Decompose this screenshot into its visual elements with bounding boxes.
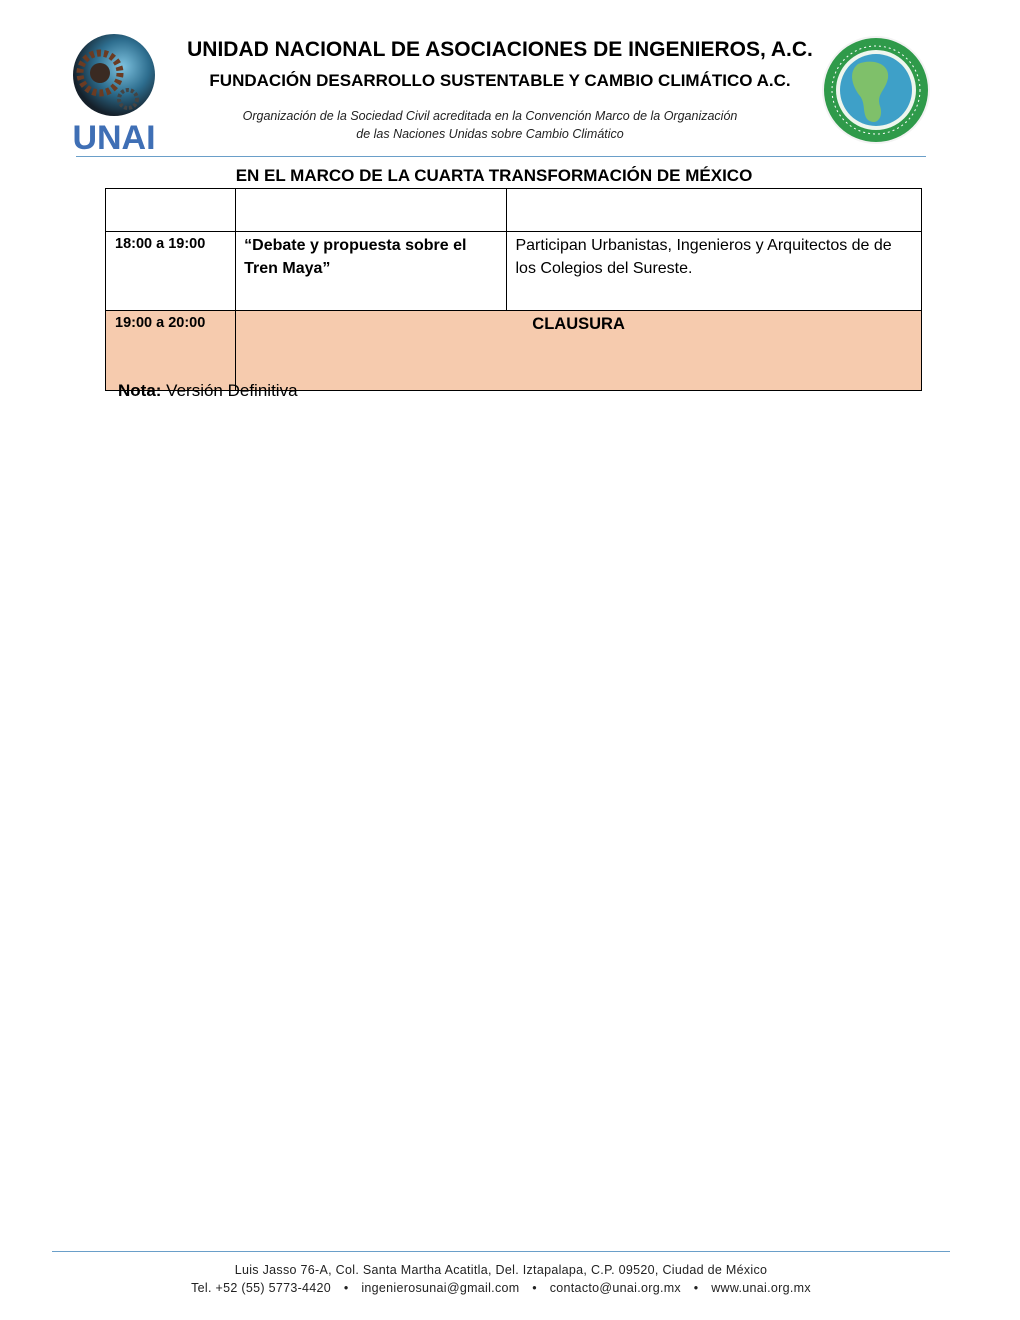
unai-logo (70, 33, 158, 153)
footer-email-1[interactable]: ingenierosunai@gmail.com (361, 1281, 520, 1295)
time-cell (106, 189, 236, 232)
header-divider (76, 156, 926, 157)
footer-contact (52, 1281, 950, 1295)
description-cell: Participan Urbanistas, Ingenieros y Arquitectos de de los Colegios del Sureste. (507, 232, 922, 311)
table-row (106, 232, 922, 311)
topic-cell: “Debate y propuesta sobre el Tren Maya” (236, 232, 507, 311)
organization-name: UNIDAD NACIONAL DE ASOCIACIONES DE INGENIEROS, A.C. (187, 38, 813, 61)
svg-text:UNAI: UNAI (72, 119, 156, 153)
note-label: Nota: (118, 381, 162, 400)
time-cell: 18:00 a 19:00 (106, 232, 236, 311)
footer-separator: • (343, 1281, 349, 1295)
footer-phone: Tel. +52 (55) 5773-4420 (191, 1281, 332, 1295)
table-row (106, 189, 922, 232)
footer-email-2[interactable]: contacto@unai.org.mx (549, 1281, 681, 1295)
description-cell (507, 189, 922, 232)
note-text: Versión Definitiva (161, 381, 298, 400)
closing-time-cell: 19:00 a 20:00 (106, 311, 236, 391)
foundation-name: FUNDACIÓN DESARROLLO SUSTENTABLE Y CAMBIO CLIMÁTICO A.C. (209, 71, 791, 90)
accreditation-line-2: de las Naciones Unidas sobre Cambio Climático (356, 127, 624, 141)
footer-separator: • (693, 1281, 699, 1295)
note (118, 381, 298, 401)
accreditation-line-1: Organización de la Sociedad Civil acreditada en la Convención Marco de la Organización (242, 109, 738, 123)
agenda-table (105, 188, 922, 391)
topic-cell (236, 189, 507, 232)
footer-separator: • (532, 1281, 537, 1295)
closing-title-cell: CLAUSURA (236, 311, 922, 391)
footer-divider (52, 1251, 950, 1252)
footer-address: Luis Jasso 76-A, Col. Santa Martha Acatitla, Del. Iztapalapa, C.P. 09520, Ciudad de México (234, 1263, 768, 1277)
section-title: EN EL MARCO DE LA CUARTA TRANSFORMACIÓN DE MÉXICO (235, 166, 753, 185)
footer-website[interactable]: www.unai.org.mx (711, 1281, 811, 1295)
closing-row (106, 311, 922, 391)
